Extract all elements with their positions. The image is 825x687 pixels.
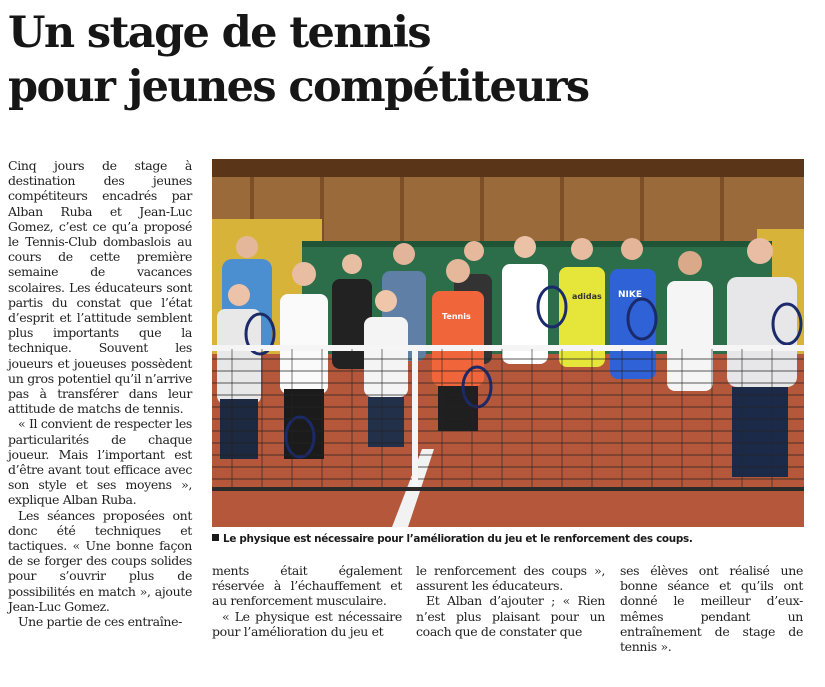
paragraph: « Le physique est nécessaire pour l’amélioration du jeu et (212, 608, 402, 639)
shirt-text-tennis: Tennis (442, 312, 471, 321)
paragraph: ments était également réservée à l’échauffement et au renforcement musculaire. (212, 563, 402, 609)
paragraph: Une partie de ces entraîne- (18, 614, 183, 630)
article-column-2 (212, 563, 402, 639)
paragraph: Les séances proposées ont donc été techniques et tactiques. « Une bonne façon de se forger des coups solides pour s’ouvrir plus de possibilités en match », ajoute Jean-Luc Gomez. (8, 507, 192, 614)
paragraph: ses élèves ont réalisé une bonne séance et qu’ils ont donné le meilleur d’eux-mêmes pendant un entraînement de stage de tennis ». (620, 563, 803, 655)
headline (8, 6, 589, 114)
shirt-text-nike: NIKE (618, 290, 643, 300)
article-column-3 (416, 563, 605, 639)
caption-bullet-icon (212, 534, 219, 541)
headline-line-1: Un stage de tennis (8, 8, 430, 58)
paragraph: « Il convient de respecter les particularités de chaque joueur. Mais l’important est d’être avant tout efficace avec son style et ses moyens », explique Alban Ruba. (8, 416, 192, 508)
article-column-1 (8, 158, 192, 629)
team-photo (212, 159, 804, 527)
shirt-text-adidas: adidas (572, 292, 602, 301)
article-column-4 (620, 563, 803, 654)
headline-line-2: pour jeunes compétiteurs (8, 62, 589, 112)
paragraph: Et Alban d’ajouter ; « Rien n’est plus plaisant pour un coach que de constater que (416, 593, 605, 639)
caption-text: Le physique est nécessaire pour l’amélioration du jeu et le renforcement des coups. (223, 533, 693, 545)
photo-caption (212, 532, 812, 546)
paragraph: Cinq jours de stage à destination des jeunes compétiteurs encadrés par Alban Ruba et Jean-Luc Gomez, c’est ce qu’a proposé le Tennis-Club dombaslois au cours de cette première semaine de vacances scolaires. Les éducateurs sont partis du constat que l’état d’esprit et l’attitude semblent plus importants que la technique. Souvent les joueurs et joueuses possèdent un gros potentiel qu’il n’arrive pas à transférer dans leur attitude de matchs de tennis. (8, 158, 192, 417)
paragraph: le renforcement des coups », assurent les éducateurs. (416, 563, 605, 594)
